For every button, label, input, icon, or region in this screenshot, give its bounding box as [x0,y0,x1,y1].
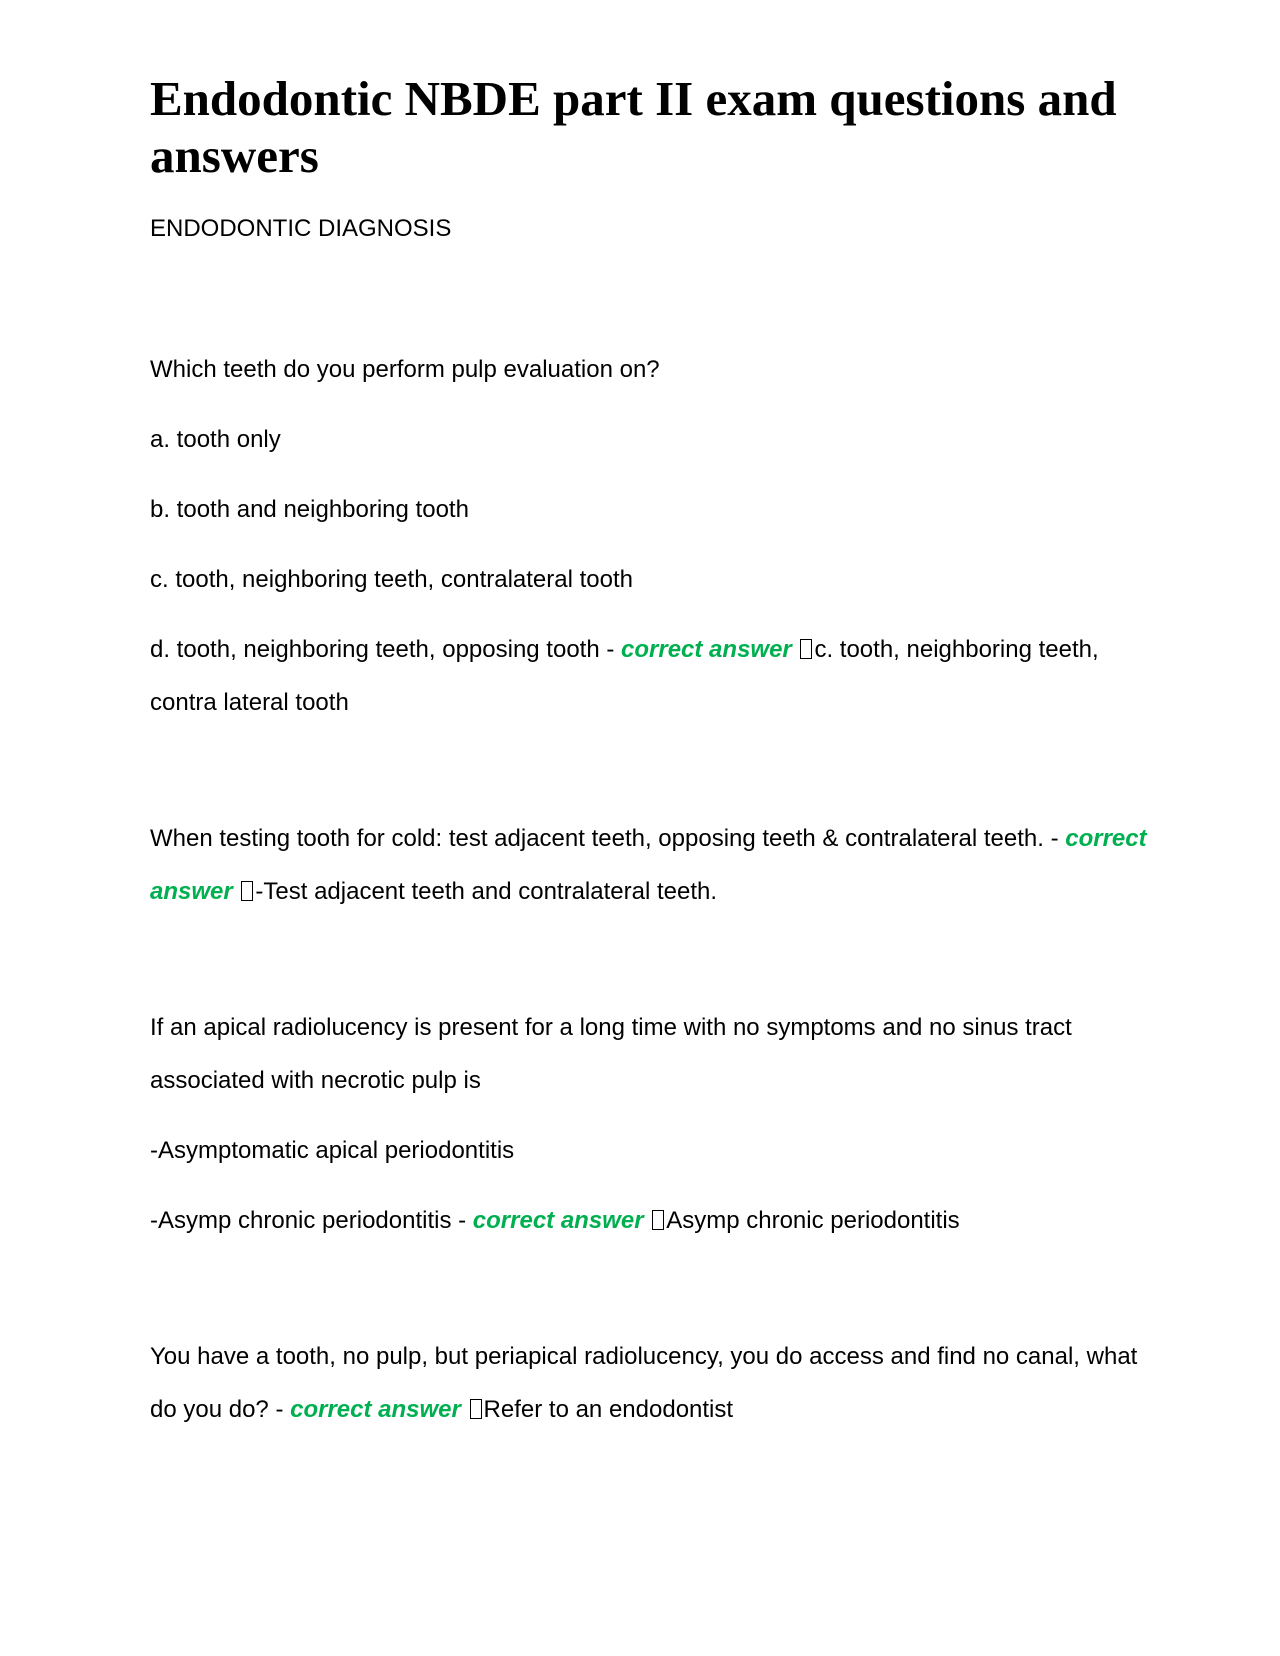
question-block-2 [150,812,1150,918]
question-text: You have a tooth, no pulp, but periapical radiolucency, you do access and find no canal, what do you do? - [150,1343,1138,1423]
question-block-1 [150,343,1150,729]
question-block-4 [150,1330,1150,1436]
missing-glyph-icon [800,639,812,659]
document-title: Endodontic NBDE part II exam questions and answers [150,71,1117,183]
answer-text: c. tooth, neighboring teeth, contra lateral tooth [150,636,1099,716]
answer-text: Asymp chronic periodontitis [666,1207,960,1234]
correct-answer-label: correct answer [150,825,1147,905]
document-page [150,70,1150,1453]
correct-answer-label: correct answer [472,1207,644,1234]
answer-text: -Test adjacent teeth and contralateral teeth. [255,878,718,905]
section-subtitle: ENDODONTIC DIAGNOSIS [150,215,452,242]
question-with-answer [150,812,1150,918]
option-2: -Asymp chronic periodontitis - [150,1207,473,1234]
answer-text: Refer to an endodontist [483,1396,734,1423]
question-text: When testing tooth for cold: test adjacent teeth, opposing teeth & contralateral teeth. - [150,825,1066,852]
missing-glyph-icon [241,881,253,901]
option-2-with-answer [150,1194,1150,1247]
question-block-3 [150,1001,1150,1247]
option-c: c. tooth, neighboring teeth, contralateral tooth [150,566,633,593]
missing-glyph-icon [652,1210,664,1230]
correct-answer-label: correct answer [621,636,792,663]
option-b: b. tooth and neighboring tooth [150,496,469,523]
missing-glyph-icon [470,1399,482,1419]
option-a: a. tooth only [150,426,281,453]
option-1: -Asymptomatic apical periodontitis [150,1137,515,1164]
question-text: If an apical radiolucency is present for a long time with no symptoms and no sinus tract associated with necrotic pulp is [150,1014,1072,1094]
option-d: d. tooth, neighboring teeth, opposing tooth - [150,636,622,663]
question-text: Which teeth do you perform pulp evaluation on? [150,356,660,383]
option-d-with-answer [150,623,1150,729]
correct-answer-label: correct answer [290,1396,461,1423]
question-with-answer [150,1330,1150,1436]
